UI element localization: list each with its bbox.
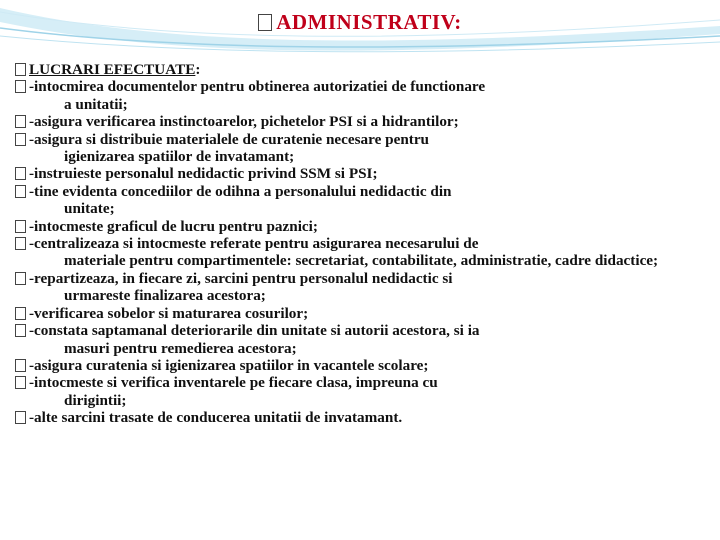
list-item: -asigura verificarea instinctoarelor, pichetelor PSI si a hidrantilor; <box>13 113 708 130</box>
square-bullet-icon <box>15 307 26 320</box>
title-text: ADMINISTRATIV: <box>276 10 462 34</box>
square-bullet-icon <box>15 411 26 424</box>
title-bullet-icon <box>258 14 272 31</box>
heading-label: LUCRARI EFECTUATE <box>29 61 196 78</box>
square-bullet-icon <box>15 376 26 389</box>
list-item: -intocmeste si verifica inventarele pe fiecare clasa, impreuna cu dirigintii; <box>13 374 708 409</box>
list-item: -asigura si distribuie materialele de curatenie necesare pentru igienizarea spatiilor de invatamant; <box>13 131 708 166</box>
list-item: -repartizeaza, in fiecare zi, sarcini pentru personalul nedidactic si urmareste finalizarea acestora; <box>13 270 708 305</box>
square-bullet-icon <box>15 272 26 285</box>
slide-title <box>0 10 720 35</box>
list-heading: LUCRARI EFECTUATE: <box>13 61 708 78</box>
list-item: -intocmirea documentelor pentru obtinerea autorizatiei de functionare a unitatii; <box>13 78 708 113</box>
list-item: -centralizeaza si intocmeste referate pentru asigurarea necesarului de materiale pentru compartimentele: secretariat, contabilitate, administratie, cadre didactice; <box>13 235 708 270</box>
square-bullet-icon <box>15 133 26 146</box>
list-item: -alte sarcini trasate de conducerea unitatii de invatamant. <box>13 409 708 426</box>
list-item: -intocmeste graficul de lucru pentru paznici; <box>13 218 708 235</box>
square-bullet-icon <box>15 63 26 76</box>
list-item: -tine evidenta concediilor de odihna a personalului nedidactic din unitate; <box>13 183 708 218</box>
square-bullet-icon <box>15 237 26 250</box>
task-list <box>13 61 708 427</box>
square-bullet-icon <box>15 359 26 372</box>
square-bullet-icon <box>15 324 26 337</box>
square-bullet-icon <box>15 167 26 180</box>
square-bullet-icon <box>15 220 26 233</box>
list-item: -asigura curatenia si igienizarea spatiilor in vacantele scolare; <box>13 357 708 374</box>
square-bullet-icon <box>15 115 26 128</box>
square-bullet-icon <box>15 185 26 198</box>
square-bullet-icon <box>15 80 26 93</box>
list-item: -verificarea sobelor si maturarea cosurilor; <box>13 305 708 322</box>
list-item: -constata saptamanal deteriorarile din unitate si autorii acestora, si ia masuri pentru remedierea acestora; <box>13 322 708 357</box>
list-item: -instruieste personalul nedidactic privind SSM si PSI; <box>13 165 708 182</box>
